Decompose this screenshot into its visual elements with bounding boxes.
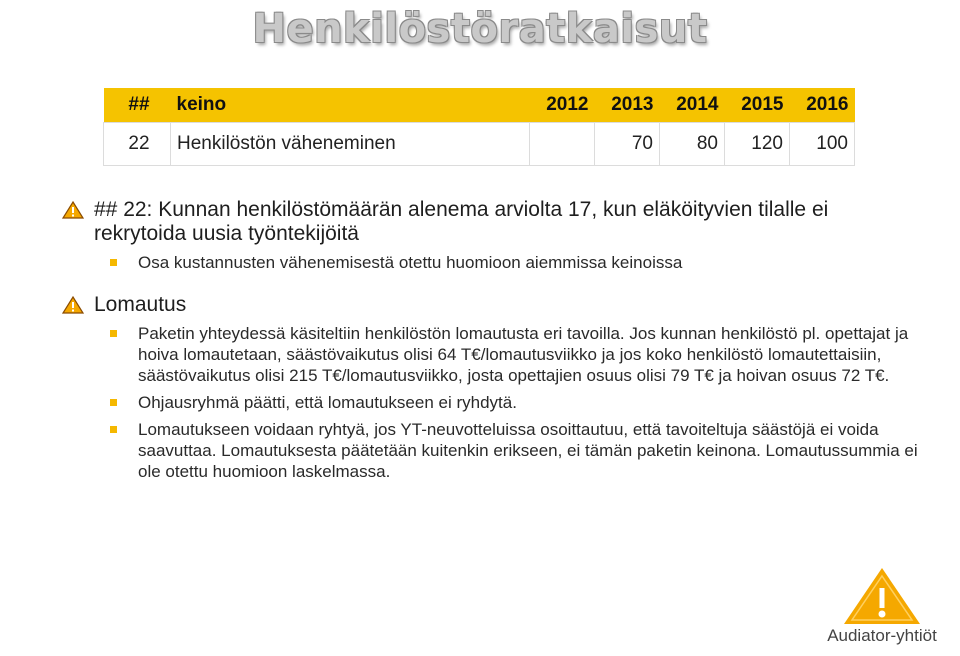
sub-bullet-text: Ohjausryhmä päätti, että lomautukseen ei ryhdytä. bbox=[138, 393, 517, 412]
page-title: Henkilöstöratkaisut bbox=[252, 6, 708, 52]
warning-triangle-icon bbox=[62, 201, 84, 219]
table-cell: 120 bbox=[725, 123, 790, 166]
table-cell bbox=[530, 123, 595, 166]
sub-bullet-item bbox=[62, 419, 922, 482]
sub-bullet-item bbox=[62, 252, 922, 273]
sub-bullet-text: Lomautukseen voidaan ryhtyä, jos YT-neuvotteluissa osoittautuu, että tavoiteltuja säästöjä ei voida saavuttaa. Lomautuksesta päätetään kuitenkin erikseen, ei tämän paketin keinona. Lomautussummia ei ole otettu huomioon laskelmassa. bbox=[138, 420, 918, 481]
sub-bullet-text: Paketin yhteydessä käsiteltiin henkilöstön lomautusta eri tavoilla. Jos kunnan henkilöstö pl. opettajat ja hoiva lomautetaan, säästövaikutus olisi 64 T€/lomautusviikko ja jos koko henkilöstö lomautettaisiin, säästövaikutus olisi 215 T€/lomautusviikko, josta opettajien osuus olisi 79 T€ ja hoivan osuus 72 T€. bbox=[138, 324, 909, 385]
bullet-text: Lomautus bbox=[94, 293, 187, 316]
table-cell: 22 bbox=[104, 123, 171, 166]
bullet-item bbox=[62, 293, 922, 317]
data-table bbox=[103, 88, 855, 166]
square-bullet-icon bbox=[110, 399, 117, 406]
square-bullet-icon bbox=[110, 259, 117, 266]
warning-triangle-icon bbox=[62, 296, 84, 314]
column-header: 2012 bbox=[530, 88, 595, 123]
column-header: 2016 bbox=[790, 88, 855, 123]
logo-text: Audiator-yhtiöt bbox=[827, 626, 937, 645]
sub-bullet-item bbox=[62, 323, 922, 386]
column-header: keino bbox=[171, 88, 530, 123]
sub-bullet-text: Osa kustannusten vähenemisestä otettu huomioon aiemmissa keinoissa bbox=[138, 253, 683, 272]
table-cell: 70 bbox=[595, 123, 660, 166]
bullet-list bbox=[62, 198, 922, 482]
company-logo bbox=[812, 566, 952, 652]
bullet-text: ## 22: Kunnan henkilöstömäärän alenema arviolta 17, kun eläköityvien tilalle ei rekrytoida uusia työntekijöitä bbox=[94, 198, 829, 245]
sub-bullet-item bbox=[62, 392, 922, 413]
warning-triangle-logo-icon bbox=[812, 566, 952, 628]
column-header: 2014 bbox=[660, 88, 725, 123]
column-header: 2013 bbox=[595, 88, 660, 123]
column-header: ## bbox=[104, 88, 171, 123]
table-cell: Henkilöstön väheneminen bbox=[171, 123, 530, 166]
table-cell: 100 bbox=[790, 123, 855, 166]
column-header: 2015 bbox=[725, 88, 790, 123]
table-cell: 80 bbox=[660, 123, 725, 166]
table-header-row bbox=[104, 88, 855, 123]
square-bullet-icon bbox=[110, 330, 117, 337]
bullet-item bbox=[62, 198, 922, 246]
table-row bbox=[104, 123, 855, 166]
square-bullet-icon bbox=[110, 426, 117, 433]
